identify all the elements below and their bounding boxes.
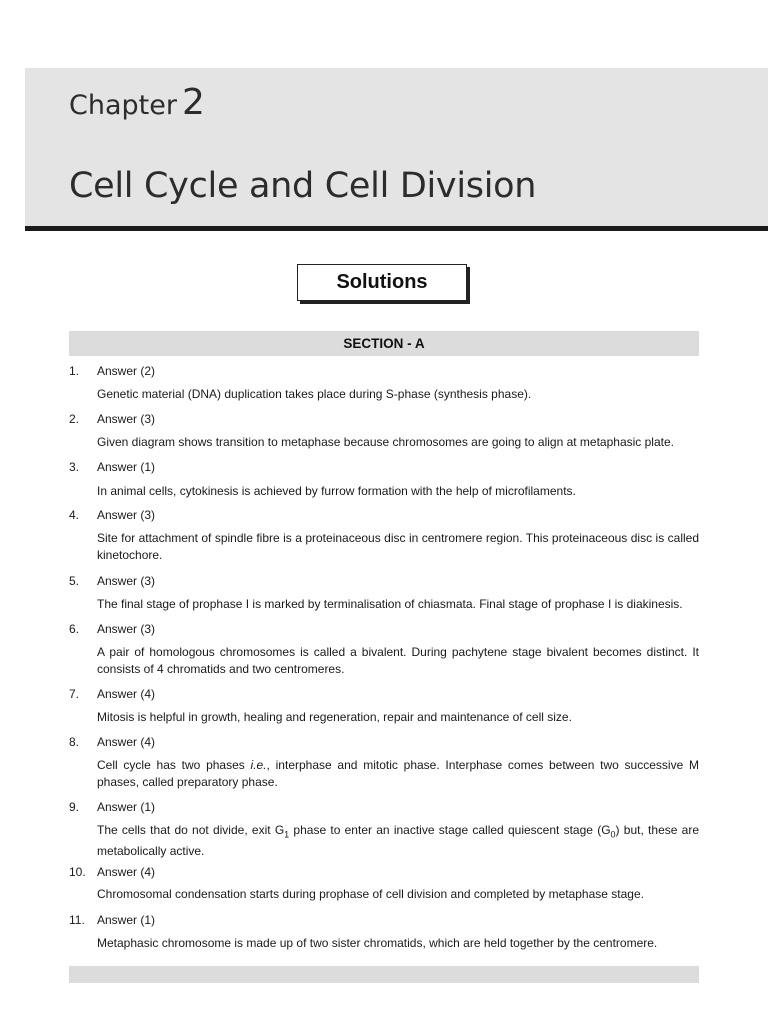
question-number: 11.	[69, 913, 85, 927]
subscript: 1	[284, 829, 290, 840]
explanation	[97, 757, 699, 791]
explanation	[97, 822, 699, 860]
answer-label: Answer (4)	[97, 865, 156, 879]
explanation: Mitosis is helpful in growth, healing and regeneration, repair and maintenance of cell size.	[97, 710, 572, 724]
question-number: 5.	[69, 574, 80, 588]
explanation-emphasis: i.e.	[250, 758, 267, 772]
explanation: Given diagram shows transition to metaphase because chromosomes are going to align at metaphasic plate.	[97, 435, 674, 449]
chapter-word: Chapter	[69, 90, 177, 121]
answer-label: Answer (3)	[97, 622, 156, 636]
question-number: 2.	[69, 412, 80, 426]
question-number: 7.	[69, 687, 80, 701]
explanation: A pair of homologous chromosomes is called a bivalent. During pachytene stage bivalent becomes distinct. It consists of 4 chromatids and two centromeres.	[97, 645, 699, 676]
explanation: The final stage of prophase I is marked by terminalisation of chiasmata. Final stage of prophase I is diakinesis.	[97, 597, 683, 611]
explanation-text: Cell cycle has two phases	[97, 758, 251, 772]
chapter-title: Cell Cycle and Cell Division	[69, 166, 537, 206]
explanation-text: ) but, these are metabolically active.	[97, 823, 700, 859]
answer-label: Answer (1)	[97, 460, 156, 474]
explanation-text: , interphase and mitotic phase. Interphase comes between two successive M phases, called preparatory phase.	[97, 758, 699, 789]
explanation: Site for attachment of spindle fibre is a proteinaceous disc in centromere region. This proteinaceous disc is called kinetochore.	[97, 531, 699, 562]
answer-label: Answer (4)	[97, 687, 156, 701]
answer-label: Answer (3)	[97, 508, 156, 522]
question-number: 1.	[69, 364, 80, 378]
explanation: Chromosomal condensation starts during prophase of cell division and completed by metaphase stage.	[97, 887, 644, 901]
answer-label: Answer (3)	[97, 412, 156, 426]
answer-label: Answer (4)	[97, 735, 156, 749]
section-label: SECTION - A	[343, 336, 425, 351]
chapter-number: 2	[182, 82, 205, 123]
footer-bar	[69, 966, 699, 983]
question-number: 10.	[69, 865, 86, 879]
subscript: 0	[610, 829, 616, 840]
answer-label: Answer (3)	[97, 574, 156, 588]
question-number: 4.	[69, 508, 80, 522]
explanation-text: The cells that do not divide, exit G	[97, 823, 285, 837]
question-number: 3.	[69, 460, 80, 474]
answer-label: Answer (1)	[97, 913, 156, 927]
explanation: In animal cells, cytokinesis is achieved by furrow formation with the help of microfilaments.	[97, 484, 576, 498]
explanation-text: phase to enter an inactive stage called quiescent stage (G	[289, 823, 611, 837]
question-number: 6.	[69, 622, 80, 636]
explanation: Metaphasic chromosome is made up of two sister chromatids, which are held together by the centromere.	[97, 936, 658, 950]
solutions-label: Solutions	[336, 271, 428, 293]
answer-label: Answer (1)	[97, 800, 156, 814]
question-number: 9.	[69, 800, 80, 814]
explanation: Genetic material (DNA) duplication takes place during S-phase (synthesis phase).	[97, 387, 532, 401]
answer-label: Answer (2)	[97, 364, 156, 378]
question-number: 8.	[69, 735, 80, 749]
